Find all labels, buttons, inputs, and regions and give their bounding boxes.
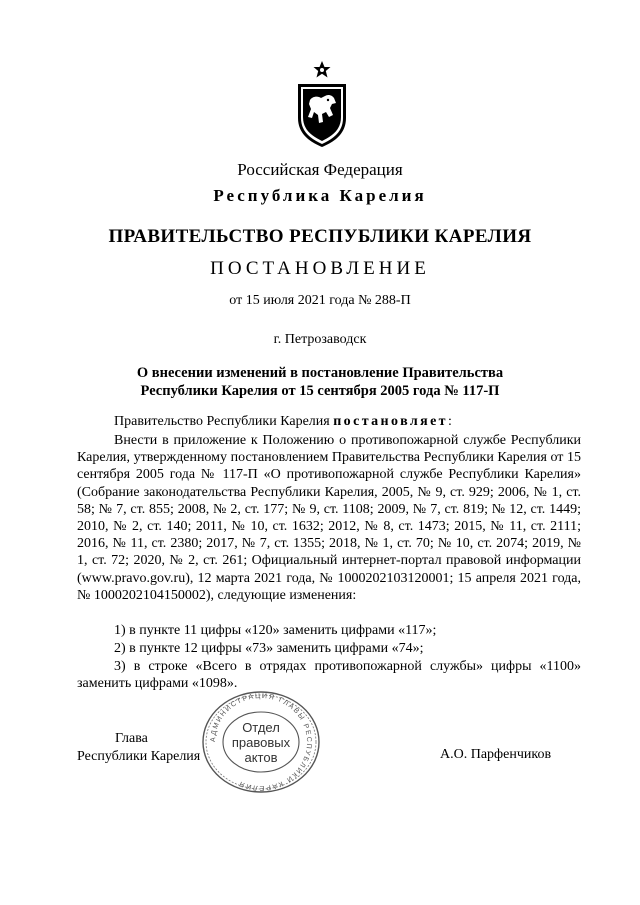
resolution-lead xyxy=(77,413,581,430)
stamp-line-3: актов xyxy=(244,750,278,765)
republic-name: Республика Карелия xyxy=(213,186,427,205)
signatory-title-line-2: Республики Карелия xyxy=(77,749,201,764)
date-and-number: от 15 июля 2021 года № 288-П xyxy=(229,293,411,308)
country-name: Российская Федерация xyxy=(237,160,403,179)
city: г. Петрозаводск xyxy=(273,332,367,347)
list-item: 2) в пункте 12 цифры «73» заменить цифрами «74»; xyxy=(114,641,424,656)
document-type: ПОСТАНОВЛЕНИЕ xyxy=(210,258,430,279)
lead-suffix: : xyxy=(447,414,452,429)
official-stamp xyxy=(200,690,322,794)
signatory-name: А.О. Парфенчиков xyxy=(440,747,552,762)
list-item: 3) в строке «Всего в отрядах противопожарной службы» цифры «1100» заменить цифрами «1098». xyxy=(77,659,581,692)
list-item: 1) в пункте 11 цифры «120» заменить цифрами «117»; xyxy=(114,623,437,638)
government-title: ПРАВИТЕЛЬСТВО РЕСПУБЛИКИ КАРЕЛИЯ xyxy=(108,226,532,247)
signatory-title-line-1: Глава xyxy=(115,731,148,746)
subject-line-1: О внесении изменений в постановление Правительства xyxy=(136,365,504,381)
main-paragraph: Внести в приложение к Положению о противопожарной службе Республики Карелия, утвержденному постановлением Правительства Республики Карелия от 15 сентября 2005 года № 117-П «О противопожарной службе Республики Карелия» (Собрание законодательства Республики Карелия, 2005, № 9, ст. 929; 2006, № 1, ст. 58; № 7, ст. 855; 2008, № 2, ст. 177; № 9, ст. 1108; 2009, № 7, ст. 819; № 12, ст. 1449; 2010, № 2, ст. 140; 2011, № 10, ст. 1632; 2012, № 8, ст. 1473; 2015, № 11, ст. 2111; 2016, № 11, ст. 2380; 2017, № 7, ст. 1355; 2018, № 1, ст. 70; № 10, ст. 2074; 2019, № 1, ст. 72; 2020, № 2, ст. 261; Официальный интернет-портал правовой информации (www.pravo.gov.ru), 12 марта 2021 года, № 1000202103120001; 15 апреля 2021 года, № 1000202104150002), следующие изменения: xyxy=(77,433,581,603)
stamp-ring-text: АДМИНИСТРАЦИЯ ГЛАВЫ РЕСПУБЛИКИ КАРЕЛИЯ xyxy=(209,692,313,792)
stamp-line-1: Отдел xyxy=(242,720,280,735)
lead-keyword: постановляет xyxy=(333,414,448,429)
lead-prefix: Правительство Республики Карелия xyxy=(114,414,334,429)
stamp-line-2: правовых xyxy=(231,735,291,750)
subject-line-2: Республики Карелия от 15 сентября 2005 года № 117-П xyxy=(140,383,500,399)
karelia-coat-of-arms-icon xyxy=(292,60,352,150)
document-subject xyxy=(0,364,640,400)
